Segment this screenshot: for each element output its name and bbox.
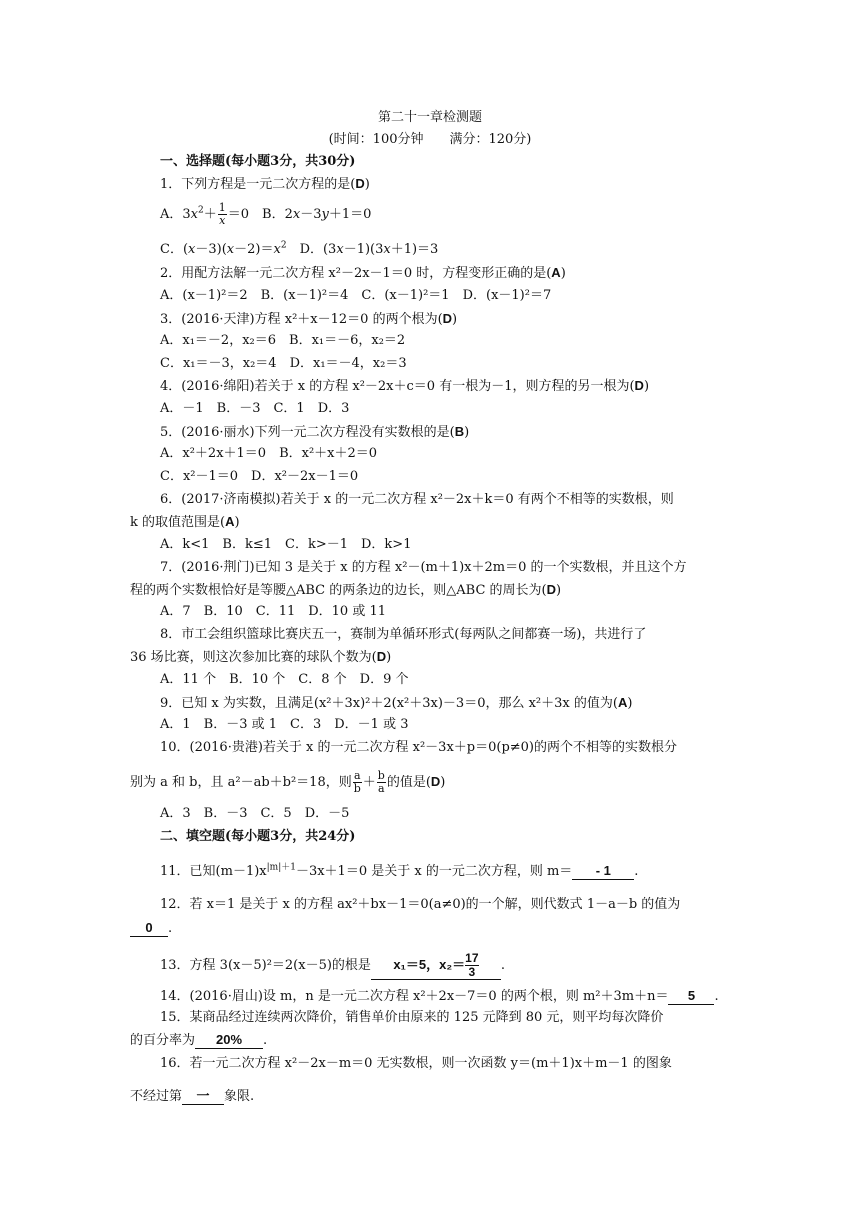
page-title: 第二十一章检测题: [377, 110, 482, 125]
question-5-options-cd: C．x²－1＝0 D．x²－2x－1＝0: [160, 469, 359, 484]
question-6-options: A．k<1 B．k≤1 C．k>－1 D．k>1: [160, 537, 412, 552]
question-11: 11．已知$(m-1)x^{|m|+1}-3x+1=0$ 是关于 x 的一元二次方程，则 m＝ - 1 .: [160, 862, 639, 879]
question-9: 9．已知 x 为实数，且满足(x²＋3x)²＋2(x²＋3x)－3＝0，那么 x²＋3x 的值为(A): [160, 695, 633, 711]
section-heading-fill: 二、填空题(每小题3分，共24分): [160, 829, 356, 844]
question-9-options: A．1 B．－3 或 1 C．3 D．－1 或 3: [160, 717, 409, 732]
page-subtitle: (时间：100分钟 满分：120分): [328, 132, 532, 147]
question-10-line-2: 别为 a 和 b，且 a²－ab＋b²＝18，则 $\frac{a}{b}$ ＋ $\frac{b}{a}$ 的值是(D): [130, 769, 446, 795]
question-2-options: A．(x－1)²＝2 B．(x－1)²＝4 C．(x－1)²＝1 D．(x－1)²＝7: [160, 288, 552, 303]
question-13: 13．方程 3(x－5)²＝2(x－5)的根是 x₁＝5，x₂＝ $\frac{17}{3}$ .: [160, 951, 506, 979]
question-10-options: A．3 B．－3 C．5 D．－5: [160, 806, 350, 821]
question-3-options-cd: C．x₁＝－3，x₂＝4 D．x₁＝－4，x₂＝3: [160, 356, 407, 371]
question-8-options: A．11 个 B．10 个 C．8 个 D．9 个: [160, 672, 409, 687]
answer-blank-11: - 1: [572, 863, 634, 880]
question-12-line-2: 0 .: [130, 920, 172, 937]
answer-blank-14: 5: [668, 988, 714, 1005]
question-6-line-1: 6．(2017·济南模拟)若关于 x 的一元二次方程 x²－2x＋k＝0 有两个不相等的实数根，则: [160, 492, 674, 507]
question-8-line-2: 36 场比赛，则这次参加比赛的球队个数为(D): [130, 649, 392, 665]
question-7-line-2: 程的两个实数根恰好是等腰△ABC 的两条边的边长，则△ABC 的周长为(D): [130, 582, 562, 598]
question-7-options: A．7 B．10 C．11 D．10 或 11: [160, 604, 387, 619]
question-15-line-2: 的百分率为 20% .: [130, 1032, 268, 1048]
question-12-line-1: 12．若 x＝1 是关于 x 的方程 ax²＋bx－1＝0(a≠0)的一个解，则代数式 1－a－b 的值为: [160, 897, 681, 912]
question-5-options-ab: A．x²＋2x＋1＝0 B．x²＋x＋2＝0: [160, 446, 378, 461]
question-1-options-ab: A．$3x^2+$ $\frac{1}{x}$ ＝0 B．2x－3y＋1＝0: [160, 201, 372, 227]
answer-blank-13: x₁＝5，x₂＝ $\frac{17}{3}$: [371, 952, 501, 980]
question-2: 2．用配方法解一元二次方程 x²－2x－1＝0 时，方程变形正确的是(A): [160, 265, 566, 281]
question-10-line-1: 10．(2016·贵港)若关于 x 的一元二次方程 x²－3x＋p＝0(p≠0)的两个不相等的实数根分: [160, 740, 677, 755]
question-4-options: A．－1 B．－3 C．1 D．3: [160, 401, 350, 416]
answer-blank-15: 20%: [195, 1032, 263, 1049]
answer-blank-12: 0: [130, 920, 168, 937]
question-1-options-cd: C．$(x-3)(x-2)=x^2$ D．(3x－1)(3x＋1)＝3: [160, 240, 439, 257]
question-7-line-1: 7．(2016·荆门)已知 3 是关于 x 的方程 x²－(m＋1)x＋2m＝0 的一个实数根，并且这个方: [160, 560, 687, 575]
question-16-line-1: 16．若一元二次方程 x²－2x－m＝0 无实数根，则一次函数 y＝(m＋1)x＋m－1 的图象: [160, 1056, 672, 1071]
question-1: 1．下列方程是一元二次方程的是(D): [160, 176, 370, 192]
question-14: 14．(2016·眉山)设 m，n 是一元二次方程 x²＋2x－7＝0 的两个根，则 m²＋3m＋n＝ 5 .: [160, 988, 719, 1004]
question-15-line-1: 15．某商品经过连续两次降价，销售单价由原来的 125 元降到 80 元，则平均每次降价: [160, 1010, 664, 1025]
answer-blank-16: 一: [182, 1088, 224, 1105]
question-3-options-ab: A．x₁＝－2，x₂＝6 B．x₁＝－6，x₂＝2: [160, 333, 406, 348]
question-3: 3．(2016·天津)方程 x²＋x－12＝0 的两个根为(D): [160, 311, 458, 327]
question-8-line-1: 8．市工会组织篮球比赛庆五一，赛制为单循环形式(每两队之间都赛一场)，共进行了: [160, 627, 647, 642]
section-heading-choice: 一、选择题(每小题3分，共30分): [160, 154, 356, 169]
question-16-line-2: 不经过第 一 象限.: [130, 1088, 255, 1104]
question-5: 5．(2016·丽水)下列一元二次方程没有实数根的是(B): [160, 424, 470, 440]
question-4: 4．(2016·绵阳)若关于 x 的方程 x²－2x＋c＝0 有一根为－1，则方程的另一根为(D): [160, 378, 650, 394]
question-6-line-2: k 的取值范围是(A): [130, 514, 240, 530]
